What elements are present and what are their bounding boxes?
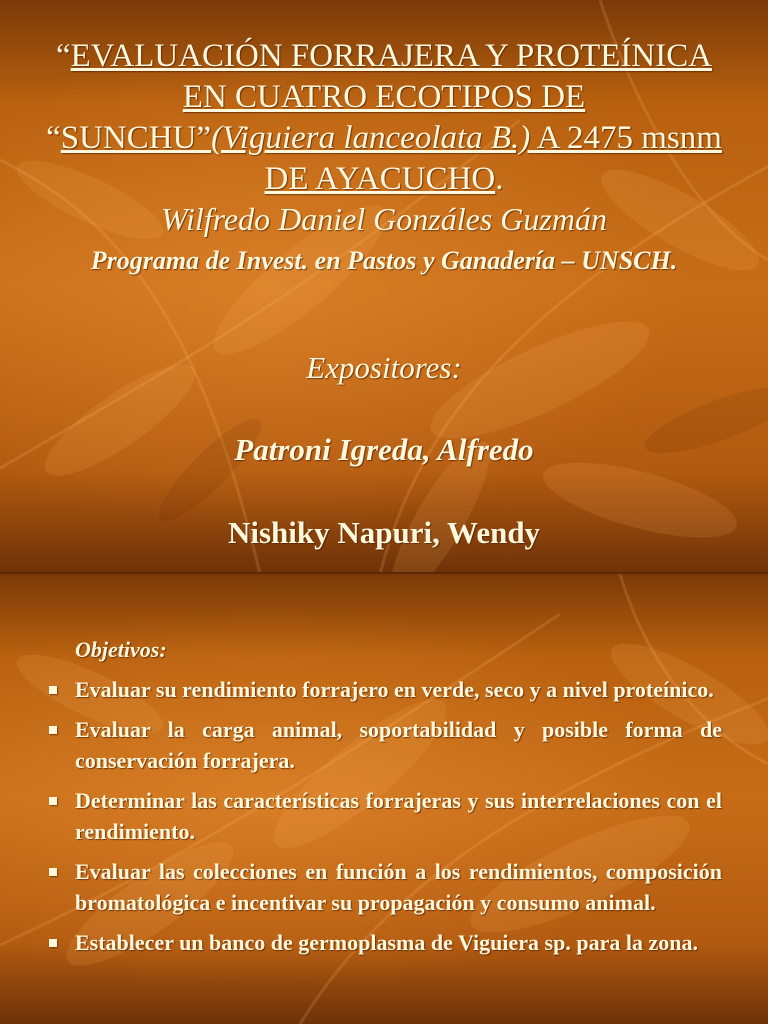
list-item [45,714,722,776]
expositor-1: Patroni Igreda, Alfredo [234,432,534,467]
objectives-heading: Objetivos: [75,637,167,662]
objective-text: Determinar las características forrajeras y sus interrelaciones con el rendimiento. [75,788,722,844]
title-species: (Viguiera lanceolata B.) [211,120,531,156]
expositor-2: Nishiky Napuri, Wendy [227,515,541,550]
list-item [45,856,722,918]
title-period: . [495,161,504,197]
title-open-quote: “ [55,38,71,74]
square-bullet-icon [49,726,57,734]
objective-text: Establecer un banco de germoplasma de Viguiera sp. para la zona. [75,930,698,955]
slide-title [40,36,728,200]
title-altitude: A 2475 msnm [530,120,722,156]
square-bullet-icon [49,686,57,694]
expositores-label: Expositores: [306,350,462,385]
title-sunchu: SUNCHU [60,120,197,156]
square-bullet-icon [49,868,57,876]
objectives-slide [0,574,768,1024]
title-main: EVALUACIÓN FORRAJERA Y PROTEÍNICA EN CUATRO ECOTIPOS DE [70,38,713,115]
list-item [45,674,722,705]
author-name: Wilfredo Daniel Gonzáles Guzmán [161,201,607,237]
title-close-quote: ” [196,120,212,156]
objective-text: Evaluar las colecciones en función a los rendimientos, composición bromatológica e incentivar su propagación y consumo animal. [75,859,722,915]
objectives-list [45,674,722,967]
title-open-quote-2: “ [46,120,61,156]
square-bullet-icon [49,939,57,947]
objective-text: Evaluar la carga animal, soportabilidad y posible forma de conservación forrajera. [75,717,722,773]
list-item [45,927,722,958]
list-item [45,785,722,847]
title-place: DE AYACUCHO [264,161,496,197]
objective-text: Evaluar su rendimiento forrajero en verde, seco y a nivel proteínico. [75,677,714,702]
program-name: Programa de Invest. en Pastos y Ganadería – UNSCH. [90,246,678,275]
square-bullet-icon [49,797,57,805]
